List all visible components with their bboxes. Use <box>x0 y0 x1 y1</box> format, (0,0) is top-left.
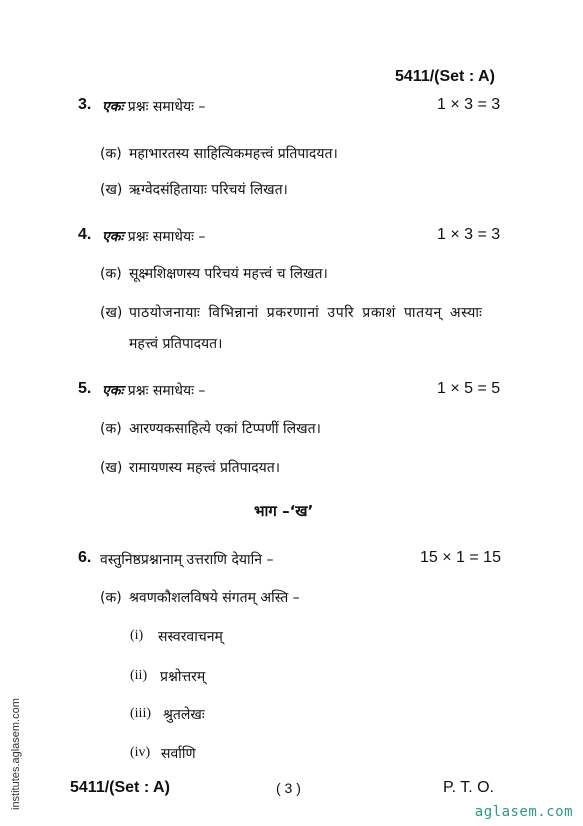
question-marks: 15 × 1 = 15 <box>420 549 501 566</box>
ek-label: एकः <box>102 229 124 245</box>
aglasem-logo-watermark: aglasem.com <box>474 804 573 820</box>
ek-label: एकः <box>102 99 124 115</box>
option-label: (क) <box>100 146 122 162</box>
option-label: (क) <box>100 266 122 282</box>
paper-code-footer: 5411/(Set : A) <box>70 779 170 796</box>
question-marks: 1 × 5 = 5 <box>437 380 501 397</box>
choice-text: सस्वरवाचनम् <box>158 629 223 645</box>
choice-label: (ii) <box>130 668 148 683</box>
option-text: पाठयोजनायाः विभिन्नानां प्रकरणानां उपरि प्रकाशं पातयन् अस्याः <box>129 305 483 321</box>
choice-text: श्रुतलेखः <box>163 707 205 723</box>
sub-question-label: (क) <box>100 590 122 606</box>
question-number: 4. <box>78 226 92 243</box>
question-marks: 1 × 3 = 3 <box>437 96 501 113</box>
option-text: ऋग्वेदसंहितायाः परिचयं लिखत। <box>129 182 288 198</box>
instruction-text: प्रश्नः समाधेयः – <box>127 229 206 245</box>
instruction-text: प्रश्नः समाधेयः – <box>127 99 206 115</box>
option-label: (क) <box>100 421 122 437</box>
question-number: 3. <box>78 96 92 113</box>
option-text: सूक्ष्मशिक्षणस्य परिचयं महत्त्वं च लिखत। <box>129 266 328 282</box>
option-label: (ख) <box>100 182 123 198</box>
choice-label: (i) <box>130 628 144 643</box>
question-instruction <box>102 97 205 116</box>
question-instruction <box>102 227 205 246</box>
question-instruction: वस्तुनिष्ठप्रश्नानाम् उत्तराणि देयानि – <box>100 552 274 568</box>
option-text: महाभारतस्य साहित्यिकमहत्त्वं प्रतिपादयत। <box>129 146 338 162</box>
page-number: ( 3 ) <box>276 780 301 796</box>
option-text: आरण्यकसाहित्ये एकां टिप्पणीं लिखत। <box>129 421 321 437</box>
side-watermark: institutes.aglasem.com <box>10 698 22 810</box>
choice-text: प्रश्नोत्तरम् <box>160 669 206 685</box>
question-number: 6. <box>78 549 92 566</box>
choice-label: (iv) <box>130 745 151 760</box>
question-marks: 1 × 3 = 3 <box>437 226 501 243</box>
option-text: रामायणस्य महत्त्वं प्रतिपादयत। <box>129 460 281 476</box>
choice-text: सर्वाणि <box>161 746 196 762</box>
question-number: 5. <box>78 380 92 397</box>
option-text-continued: महत्त्वं प्रतिपादयत। <box>129 336 223 352</box>
section-title: भाग –‘ख’ <box>254 502 314 520</box>
instruction-text: प्रश्नः समाधेयः – <box>127 383 206 399</box>
option-label: (ख) <box>100 305 123 321</box>
choice-label: (iii) <box>130 706 151 721</box>
please-turn-over: P. T. O. <box>443 779 494 796</box>
ek-label: एकः <box>102 383 124 399</box>
question-instruction <box>102 381 205 400</box>
sub-question-text: श्रवणकौशलविषये संगतम् अस्ति – <box>129 590 300 606</box>
option-label: (ख) <box>100 460 123 476</box>
paper-code-header: 5411/(Set : A) <box>395 68 495 85</box>
